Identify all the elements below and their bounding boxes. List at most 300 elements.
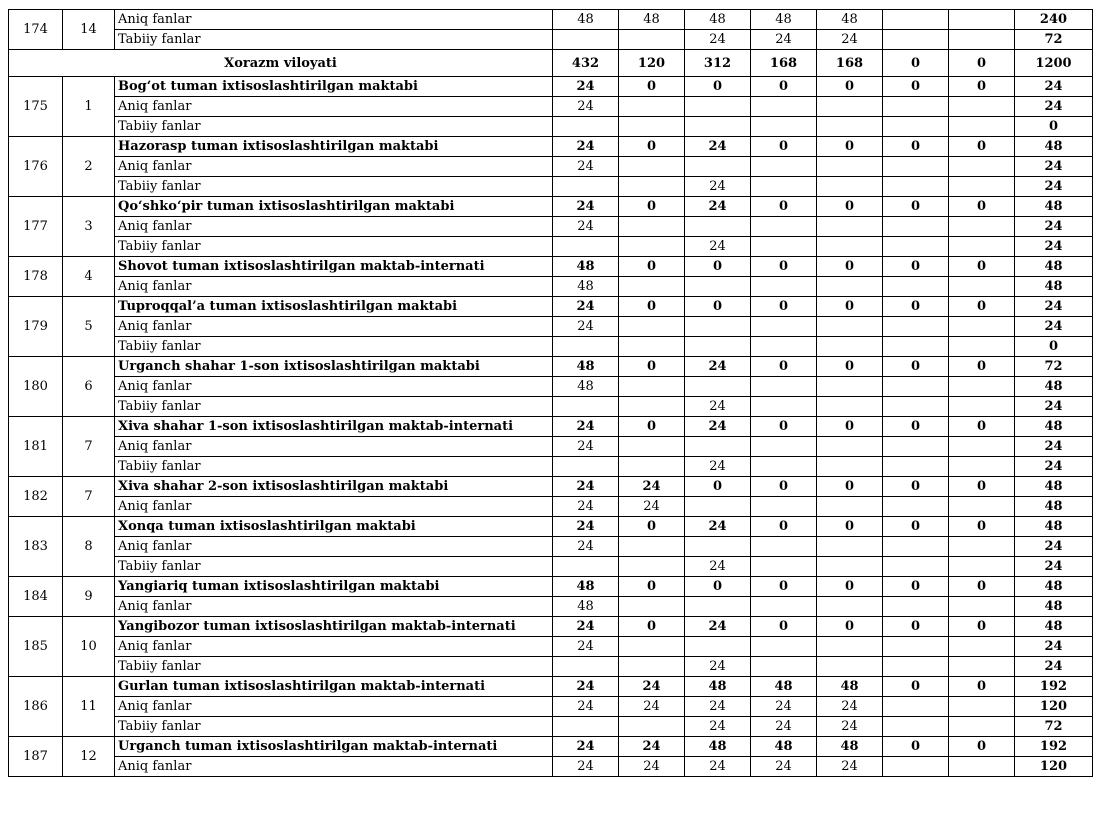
table-row bbox=[9, 697, 1093, 717]
value-cell: 24 bbox=[553, 697, 619, 717]
value-cell: 48 bbox=[553, 597, 619, 617]
value-cell: 0 bbox=[949, 137, 1015, 157]
value-cell bbox=[685, 337, 751, 357]
value-cell: 48 bbox=[685, 677, 751, 697]
table-row bbox=[9, 30, 1093, 50]
value-cell: 24 bbox=[619, 757, 685, 777]
value-cell: 0 bbox=[949, 577, 1015, 597]
region-value: 0 bbox=[883, 50, 949, 77]
value-cell bbox=[619, 457, 685, 477]
row-index: 10 bbox=[63, 617, 115, 677]
table-row bbox=[9, 597, 1093, 617]
subject-name: Aniq fanlar bbox=[115, 10, 553, 30]
value-cell: 48 bbox=[553, 277, 619, 297]
value-cell: 0 bbox=[817, 577, 883, 597]
row-index: 7 bbox=[63, 417, 115, 477]
value-cell bbox=[817, 177, 883, 197]
total-cell: 48 bbox=[1015, 517, 1093, 537]
value-cell bbox=[619, 30, 685, 50]
table-row bbox=[9, 137, 1093, 157]
value-cell bbox=[553, 717, 619, 737]
value-cell bbox=[619, 317, 685, 337]
value-cell bbox=[751, 497, 817, 517]
value-cell: 0 bbox=[619, 517, 685, 537]
total-cell: 120 bbox=[1015, 757, 1093, 777]
value-cell: 24 bbox=[553, 617, 619, 637]
value-cell: 0 bbox=[883, 197, 949, 217]
value-cell: 0 bbox=[751, 197, 817, 217]
value-cell: 24 bbox=[553, 437, 619, 457]
total-cell: 48 bbox=[1015, 197, 1093, 217]
value-cell: 24 bbox=[553, 77, 619, 97]
value-cell: 24 bbox=[685, 397, 751, 417]
value-cell: 24 bbox=[553, 157, 619, 177]
value-cell: 24 bbox=[685, 357, 751, 377]
total-cell: 72 bbox=[1015, 30, 1093, 50]
total-cell: 48 bbox=[1015, 577, 1093, 597]
value-cell bbox=[685, 497, 751, 517]
value-cell bbox=[883, 157, 949, 177]
total-cell: 24 bbox=[1015, 297, 1093, 317]
value-cell bbox=[751, 437, 817, 457]
value-cell bbox=[619, 177, 685, 197]
school-name: Bog‘ot tuman ixtisoslashtirilgan maktabi bbox=[115, 77, 553, 97]
table-row bbox=[9, 397, 1093, 417]
total-cell: 48 bbox=[1015, 617, 1093, 637]
table-row bbox=[9, 417, 1093, 437]
school-name: Xiva shahar 1-son ixtisoslashtirilgan maktab-internati bbox=[115, 417, 553, 437]
value-cell: 48 bbox=[553, 257, 619, 277]
value-cell: 24 bbox=[817, 30, 883, 50]
subject-name: Aniq fanlar bbox=[115, 537, 553, 557]
value-cell: 0 bbox=[817, 257, 883, 277]
row-index: 12 bbox=[63, 737, 115, 777]
value-cell: 48 bbox=[817, 677, 883, 697]
value-cell: 24 bbox=[685, 617, 751, 637]
table-row bbox=[9, 677, 1093, 697]
value-cell bbox=[817, 337, 883, 357]
value-cell bbox=[883, 597, 949, 617]
value-cell: 24 bbox=[553, 677, 619, 697]
value-cell bbox=[883, 97, 949, 117]
total-cell: 24 bbox=[1015, 437, 1093, 457]
region-value: 312 bbox=[685, 50, 751, 77]
value-cell bbox=[817, 97, 883, 117]
table-row bbox=[9, 477, 1093, 497]
value-cell bbox=[883, 437, 949, 457]
value-cell: 0 bbox=[751, 477, 817, 497]
subject-name: Aniq fanlar bbox=[115, 157, 553, 177]
total-cell: 120 bbox=[1015, 697, 1093, 717]
table-row bbox=[9, 537, 1093, 557]
value-cell bbox=[883, 637, 949, 657]
value-cell bbox=[817, 557, 883, 577]
value-cell bbox=[883, 237, 949, 257]
value-cell bbox=[949, 457, 1015, 477]
total-cell: 48 bbox=[1015, 497, 1093, 517]
row-index: 8 bbox=[63, 517, 115, 577]
region-value: 432 bbox=[553, 50, 619, 77]
subject-name: Tabiiy fanlar bbox=[115, 557, 553, 577]
table-row bbox=[9, 10, 1093, 30]
value-cell: 48 bbox=[553, 10, 619, 30]
region-value: 120 bbox=[619, 50, 685, 77]
value-cell bbox=[751, 397, 817, 417]
value-cell: 24 bbox=[685, 197, 751, 217]
value-cell: 24 bbox=[817, 697, 883, 717]
value-cell: 0 bbox=[685, 257, 751, 277]
value-cell: 48 bbox=[685, 737, 751, 757]
value-cell: 24 bbox=[751, 717, 817, 737]
value-cell bbox=[619, 637, 685, 657]
value-cell: 24 bbox=[553, 737, 619, 757]
total-cell: 24 bbox=[1015, 537, 1093, 557]
value-cell bbox=[949, 10, 1015, 30]
value-cell bbox=[883, 30, 949, 50]
value-cell bbox=[751, 377, 817, 397]
school-name: Urganch tuman ixtisoslashtirilgan maktab-internati bbox=[115, 737, 553, 757]
value-cell bbox=[553, 117, 619, 137]
value-cell: 0 bbox=[949, 197, 1015, 217]
total-cell: 72 bbox=[1015, 717, 1093, 737]
value-cell: 24 bbox=[685, 177, 751, 197]
value-cell bbox=[883, 377, 949, 397]
value-cell bbox=[685, 377, 751, 397]
value-cell: 24 bbox=[685, 697, 751, 717]
subject-name: Aniq fanlar bbox=[115, 317, 553, 337]
region-value: 168 bbox=[751, 50, 817, 77]
value-cell bbox=[685, 97, 751, 117]
value-cell: 0 bbox=[817, 617, 883, 637]
value-cell bbox=[685, 277, 751, 297]
value-cell: 48 bbox=[553, 357, 619, 377]
value-cell: 0 bbox=[751, 417, 817, 437]
value-cell: 0 bbox=[619, 137, 685, 157]
value-cell bbox=[949, 277, 1015, 297]
value-cell: 0 bbox=[883, 677, 949, 697]
value-cell: 0 bbox=[619, 417, 685, 437]
value-cell bbox=[949, 337, 1015, 357]
value-cell: 0 bbox=[949, 357, 1015, 377]
value-cell bbox=[619, 277, 685, 297]
value-cell: 24 bbox=[751, 697, 817, 717]
value-cell bbox=[553, 457, 619, 477]
value-cell: 0 bbox=[949, 77, 1015, 97]
row-index: 2 bbox=[63, 137, 115, 197]
total-cell: 48 bbox=[1015, 257, 1093, 277]
value-cell bbox=[949, 437, 1015, 457]
subject-name: Aniq fanlar bbox=[115, 217, 553, 237]
total-cell: 24 bbox=[1015, 557, 1093, 577]
value-cell: 0 bbox=[751, 517, 817, 537]
table-row bbox=[9, 77, 1093, 97]
value-cell bbox=[883, 217, 949, 237]
value-cell: 0 bbox=[751, 357, 817, 377]
table-row bbox=[9, 97, 1093, 117]
value-cell bbox=[817, 457, 883, 477]
table-row bbox=[9, 657, 1093, 677]
value-cell: 48 bbox=[619, 10, 685, 30]
value-cell bbox=[883, 457, 949, 477]
value-cell: 24 bbox=[553, 197, 619, 217]
value-cell bbox=[619, 717, 685, 737]
value-cell bbox=[817, 157, 883, 177]
value-cell bbox=[817, 377, 883, 397]
value-cell: 24 bbox=[685, 137, 751, 157]
value-cell: 0 bbox=[817, 417, 883, 437]
value-cell: 0 bbox=[817, 137, 883, 157]
value-cell: 0 bbox=[751, 297, 817, 317]
value-cell: 0 bbox=[883, 417, 949, 437]
value-cell bbox=[619, 97, 685, 117]
value-cell bbox=[883, 337, 949, 357]
table-row bbox=[9, 617, 1093, 637]
value-cell: 24 bbox=[553, 217, 619, 237]
school-name: Qo‘shko‘pir tuman ixtisoslashtirilgan maktabi bbox=[115, 197, 553, 217]
value-cell: 24 bbox=[685, 457, 751, 477]
table-row bbox=[9, 717, 1093, 737]
value-cell: 0 bbox=[883, 257, 949, 277]
table-row bbox=[9, 277, 1093, 297]
subject-name: Tabiiy fanlar bbox=[115, 457, 553, 477]
value-cell bbox=[949, 597, 1015, 617]
total-cell: 24 bbox=[1015, 217, 1093, 237]
value-cell bbox=[685, 437, 751, 457]
value-cell bbox=[949, 177, 1015, 197]
row-number: 181 bbox=[9, 417, 63, 477]
value-cell bbox=[949, 637, 1015, 657]
school-name: Xiva shahar 2-son ixtisoslashtirilgan maktabi bbox=[115, 477, 553, 497]
value-cell: 24 bbox=[553, 137, 619, 157]
value-cell bbox=[751, 117, 817, 137]
value-cell bbox=[949, 757, 1015, 777]
value-cell: 48 bbox=[553, 377, 619, 397]
value-cell bbox=[619, 597, 685, 617]
table-row bbox=[9, 337, 1093, 357]
value-cell bbox=[949, 97, 1015, 117]
value-cell: 48 bbox=[553, 577, 619, 597]
value-cell: 0 bbox=[619, 357, 685, 377]
value-cell bbox=[883, 537, 949, 557]
value-cell bbox=[949, 717, 1015, 737]
value-cell bbox=[817, 217, 883, 237]
total-cell: 48 bbox=[1015, 477, 1093, 497]
value-cell bbox=[685, 317, 751, 337]
value-cell: 24 bbox=[619, 497, 685, 517]
value-cell: 0 bbox=[751, 577, 817, 597]
value-cell: 0 bbox=[949, 517, 1015, 537]
value-cell: 0 bbox=[949, 417, 1015, 437]
value-cell bbox=[817, 597, 883, 617]
value-cell bbox=[619, 397, 685, 417]
value-cell: 24 bbox=[553, 317, 619, 337]
table-row bbox=[9, 217, 1093, 237]
value-cell: 0 bbox=[685, 297, 751, 317]
row-number: 177 bbox=[9, 197, 63, 257]
value-cell bbox=[817, 437, 883, 457]
value-cell: 24 bbox=[685, 517, 751, 537]
value-cell: 48 bbox=[817, 10, 883, 30]
table-row bbox=[9, 737, 1093, 757]
total-cell: 192 bbox=[1015, 737, 1093, 757]
value-cell: 0 bbox=[619, 197, 685, 217]
value-cell bbox=[751, 237, 817, 257]
subject-name: Tabiiy fanlar bbox=[115, 397, 553, 417]
region-value: 0 bbox=[949, 50, 1015, 77]
value-cell: 0 bbox=[817, 297, 883, 317]
value-cell bbox=[817, 237, 883, 257]
value-cell: 24 bbox=[685, 757, 751, 777]
subject-name: Tabiiy fanlar bbox=[115, 657, 553, 677]
value-cell: 0 bbox=[751, 77, 817, 97]
subject-name: Aniq fanlar bbox=[115, 277, 553, 297]
value-cell bbox=[817, 117, 883, 137]
value-cell: 48 bbox=[751, 737, 817, 757]
value-cell bbox=[553, 237, 619, 257]
row-number: 183 bbox=[9, 517, 63, 577]
value-cell bbox=[751, 637, 817, 657]
total-cell: 240 bbox=[1015, 10, 1093, 30]
value-cell: 0 bbox=[619, 77, 685, 97]
value-cell bbox=[751, 537, 817, 557]
value-cell: 0 bbox=[817, 197, 883, 217]
value-cell: 0 bbox=[619, 257, 685, 277]
row-number: 179 bbox=[9, 297, 63, 357]
row-number: 176 bbox=[9, 137, 63, 197]
total-cell: 72 bbox=[1015, 357, 1093, 377]
value-cell bbox=[685, 157, 751, 177]
row-index: 1 bbox=[63, 77, 115, 137]
region-value: 168 bbox=[817, 50, 883, 77]
value-cell bbox=[751, 217, 817, 237]
value-cell bbox=[619, 377, 685, 397]
value-cell: 0 bbox=[949, 297, 1015, 317]
row-index: 3 bbox=[63, 197, 115, 257]
value-cell: 24 bbox=[553, 517, 619, 537]
value-cell bbox=[883, 177, 949, 197]
value-cell bbox=[949, 377, 1015, 397]
value-cell bbox=[883, 117, 949, 137]
subject-name: Tabiiy fanlar bbox=[115, 337, 553, 357]
table-row bbox=[9, 757, 1093, 777]
table-row bbox=[9, 157, 1093, 177]
value-cell: 48 bbox=[685, 10, 751, 30]
value-cell: 24 bbox=[751, 30, 817, 50]
table-row bbox=[9, 517, 1093, 537]
value-cell: 0 bbox=[751, 137, 817, 157]
value-cell bbox=[817, 497, 883, 517]
value-cell bbox=[751, 277, 817, 297]
school-name: Shovot tuman ixtisoslashtirilgan maktab-internati bbox=[115, 257, 553, 277]
row-index: 14 bbox=[63, 10, 115, 50]
subject-name: Tabiiy fanlar bbox=[115, 237, 553, 257]
value-cell bbox=[949, 237, 1015, 257]
value-cell bbox=[751, 337, 817, 357]
row-index: 4 bbox=[63, 257, 115, 297]
table-row bbox=[9, 257, 1093, 277]
total-cell: 24 bbox=[1015, 637, 1093, 657]
value-cell bbox=[817, 637, 883, 657]
value-cell: 24 bbox=[817, 717, 883, 737]
value-cell: 0 bbox=[883, 517, 949, 537]
school-name: Gurlan tuman ixtisoslashtirilgan maktab-internati bbox=[115, 677, 553, 697]
value-cell bbox=[553, 397, 619, 417]
value-cell bbox=[883, 697, 949, 717]
value-cell: 24 bbox=[553, 537, 619, 557]
value-cell bbox=[685, 537, 751, 557]
total-cell: 48 bbox=[1015, 137, 1093, 157]
value-cell: 0 bbox=[949, 477, 1015, 497]
subject-name: Aniq fanlar bbox=[115, 497, 553, 517]
value-cell bbox=[751, 657, 817, 677]
value-cell: 0 bbox=[685, 77, 751, 97]
value-cell: 24 bbox=[619, 477, 685, 497]
subject-name: Aniq fanlar bbox=[115, 757, 553, 777]
value-cell: 0 bbox=[817, 357, 883, 377]
value-cell bbox=[817, 317, 883, 337]
table-row bbox=[9, 637, 1093, 657]
subject-name: Aniq fanlar bbox=[115, 597, 553, 617]
value-cell bbox=[619, 337, 685, 357]
region-row bbox=[9, 50, 1093, 77]
total-cell: 48 bbox=[1015, 377, 1093, 397]
value-cell: 48 bbox=[751, 677, 817, 697]
value-cell: 48 bbox=[751, 10, 817, 30]
value-cell bbox=[949, 537, 1015, 557]
value-cell bbox=[553, 557, 619, 577]
value-cell: 24 bbox=[553, 497, 619, 517]
value-cell bbox=[751, 317, 817, 337]
value-cell bbox=[883, 497, 949, 517]
value-cell: 0 bbox=[751, 257, 817, 277]
value-cell bbox=[751, 557, 817, 577]
value-cell: 24 bbox=[619, 677, 685, 697]
value-cell bbox=[883, 657, 949, 677]
value-cell: 0 bbox=[817, 77, 883, 97]
table-row bbox=[9, 297, 1093, 317]
total-cell: 48 bbox=[1015, 277, 1093, 297]
value-cell: 24 bbox=[685, 237, 751, 257]
value-cell: 24 bbox=[553, 417, 619, 437]
row-number: 174 bbox=[9, 10, 63, 50]
value-cell bbox=[619, 437, 685, 457]
value-cell bbox=[751, 177, 817, 197]
row-index: 11 bbox=[63, 677, 115, 737]
table-row bbox=[9, 377, 1093, 397]
value-cell bbox=[619, 157, 685, 177]
value-cell bbox=[883, 277, 949, 297]
value-cell bbox=[553, 30, 619, 50]
row-number: 178 bbox=[9, 257, 63, 297]
value-cell: 0 bbox=[751, 617, 817, 637]
value-cell bbox=[685, 217, 751, 237]
total-cell: 192 bbox=[1015, 677, 1093, 697]
value-cell bbox=[817, 657, 883, 677]
subject-name: Tabiiy fanlar bbox=[115, 117, 553, 137]
total-cell: 24 bbox=[1015, 157, 1093, 177]
value-cell: 24 bbox=[685, 717, 751, 737]
total-cell: 24 bbox=[1015, 237, 1093, 257]
table-row bbox=[9, 357, 1093, 377]
value-cell bbox=[553, 337, 619, 357]
table-row bbox=[9, 557, 1093, 577]
value-cell: 0 bbox=[883, 137, 949, 157]
value-cell bbox=[949, 117, 1015, 137]
value-cell bbox=[553, 177, 619, 197]
region-total: 1200 bbox=[1015, 50, 1093, 77]
subject-name: Aniq fanlar bbox=[115, 377, 553, 397]
value-cell: 24 bbox=[751, 757, 817, 777]
